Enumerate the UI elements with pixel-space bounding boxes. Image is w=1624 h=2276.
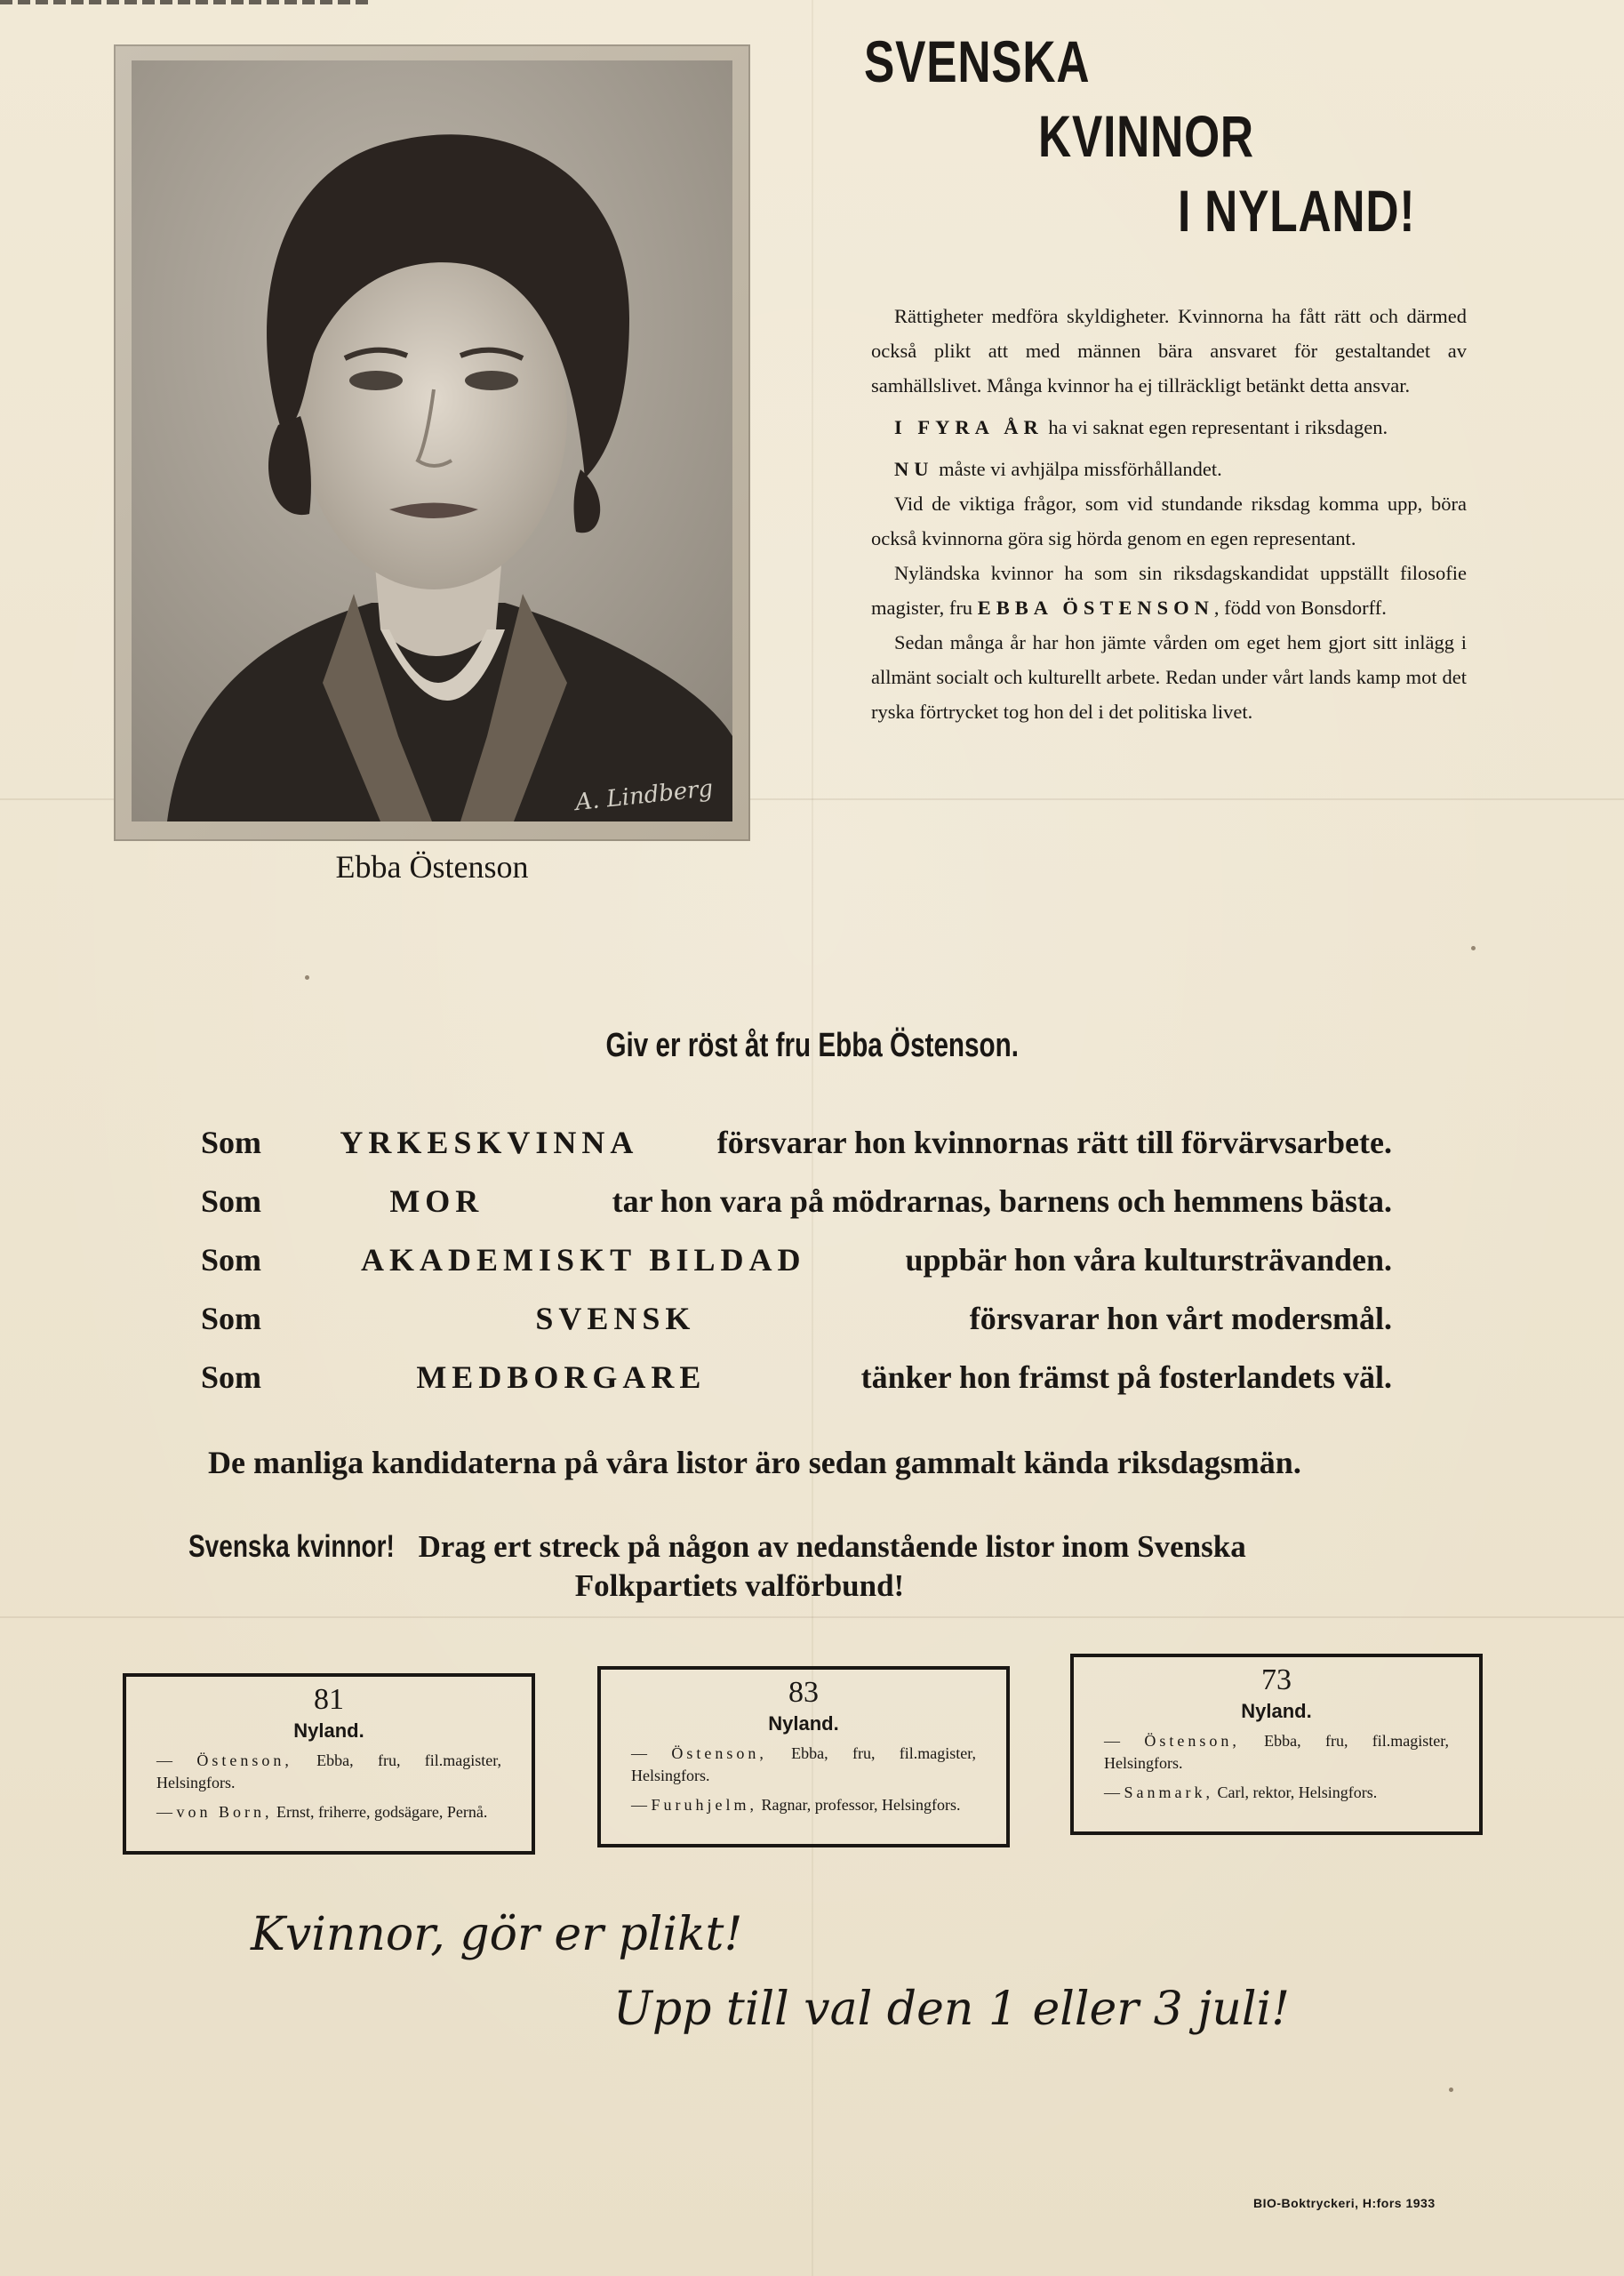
- role-prefix: Som: [201, 1183, 262, 1219]
- ballot-list-box: [1070, 1654, 1483, 1835]
- list-candidate: — Östenson, Ebba, fru, fil.magister, Helsingfors.: [156, 1751, 502, 1791]
- intro-text-run: , född von Bonsdorff.: [1213, 597, 1387, 619]
- role-prefix: Som: [201, 1359, 262, 1395]
- role-prefix: Som: [201, 1125, 262, 1160]
- paper-speck: [1449, 2088, 1453, 2092]
- printer-imprint: BIO-Boktryckeri, H:fors 1933: [1253, 2196, 1436, 2210]
- emphasis: I FYRA ÅR: [894, 416, 1044, 438]
- intro-text-run: måste vi avhjälpa missförhållandet.: [933, 458, 1222, 480]
- role-line: [201, 1172, 1392, 1230]
- list-number: 73: [1261, 1663, 1292, 1696]
- headline-line-2: KVINNOR: [1038, 103, 1254, 169]
- list-candidate: — Östenson, Ebba, fru, fil.magister, Helsingfors.: [1104, 1732, 1450, 1772]
- ballot-list-box: [597, 1666, 1010, 1847]
- role-prefix: Som: [201, 1301, 262, 1336]
- role-prefix: Som: [201, 1242, 262, 1278]
- top-edge-tear: [0, 0, 373, 4]
- list-candidate: — Sanmark, Carl, rektor, Helsingfors.: [1104, 1783, 1378, 1801]
- candidate-surname: Östenson,: [1144, 1732, 1240, 1750]
- list-number: 81: [314, 1683, 344, 1716]
- role-keyword: SVENSK: [535, 1301, 696, 1336]
- portrait-photo: [132, 60, 732, 821]
- candidate-surname: Sanmark,: [1124, 1783, 1213, 1801]
- intro-paragraph: [871, 556, 1467, 625]
- script-line-2: Upp till val den 1 eller 3 juli!: [613, 1983, 1291, 2036]
- ballot-list-box: [123, 1673, 535, 1855]
- candidate-surname: Östenson,: [196, 1751, 292, 1769]
- intro-paragraph: [871, 410, 1467, 445]
- intro-paragraph: [871, 452, 1467, 486]
- role-text: försvarar hon vårt modersmål.: [969, 1301, 1392, 1336]
- candidate-details: Ebba, fru, fil.magister, Helsingfors.: [631, 1744, 977, 1784]
- role-keyword: AKADEMISKT BILDAD: [361, 1242, 806, 1278]
- role-text: försvarar hon kvinnornas rätt till förvärvsarbete.: [716, 1125, 1392, 1160]
- role-text: uppbär hon våra kultursträvanden.: [905, 1242, 1392, 1278]
- candidate-details: Ebba, fru, fil.magister, Helsingfors.: [1104, 1732, 1450, 1772]
- candidate-details: Ernst, friherre, godsägare, Pernå.: [276, 1803, 488, 1821]
- intro-paragraph: Rättigheter medföra skyldigheter. Kvinnorna ha fått rätt och därmed också plikt att med männen bära ansvaret för gestaltandet av samhällslivet. Många kvinnor ha ej tillräckligt betänkt detta ansvar.: [871, 305, 1467, 397]
- slogan-text: Giv er röst åt fru Ebba Östenson.: [605, 1027, 1019, 1064]
- role-line: [201, 1289, 1392, 1348]
- photo-signature: A. Lindberg: [573, 774, 715, 817]
- list-region: Nyland.: [293, 1719, 364, 1742]
- slogan: [0, 1027, 1624, 1065]
- role-line: [201, 1348, 1392, 1406]
- list-candidate: — Östenson, Ebba, fru, fil.magister, Helsingfors.: [631, 1744, 977, 1784]
- portrait-illustration: [132, 60, 732, 821]
- headline-line-1: SVENSKA: [864, 28, 1091, 94]
- list-region: Nyland.: [768, 1712, 839, 1735]
- list-region: Nyland.: [1241, 1700, 1312, 1722]
- role-text: tar hon vara på mödrarnas, barnens och hemmens bästa.: [612, 1183, 1392, 1219]
- male-candidates-note: De manliga kandidaterna på våra listor äro sedan gammalt kända riksdagsmän.: [208, 1445, 1301, 1480]
- candidate-details: Ebba, fru, fil.magister, Helsingfors.: [156, 1751, 502, 1791]
- call-line-2: Folkpartiets valförbund!: [574, 1568, 905, 1603]
- list-candidate: — Furuhjelm, Ragnar, professor, Helsingfors.: [631, 1796, 961, 1814]
- candidate-surname: Östenson,: [671, 1744, 767, 1762]
- portrait-caption: Ebba Östenson: [335, 849, 529, 885]
- candidate-details: Carl, rektor, Helsingfors.: [1217, 1783, 1378, 1801]
- intro-text-run: Nyländska kvinnor ha som sin riksdagskandidat uppställt filosofie magister, fru: [871, 562, 1467, 619]
- paper-speck: [305, 975, 309, 980]
- candidate-details: Ragnar, professor, Helsingfors.: [761, 1796, 961, 1814]
- role-line: [201, 1113, 1392, 1172]
- headline-line-3: I NYLAND!: [1178, 178, 1416, 244]
- call-line-1: Drag ert streck på någon av nedanstående listor inom Svenska: [418, 1529, 1246, 1564]
- paper-speck: [1471, 946, 1476, 950]
- role-keyword: MEDBORGARE: [416, 1359, 707, 1395]
- intro-text: [871, 299, 1467, 729]
- candidate-name: EBBA ÖSTENSON: [977, 597, 1214, 619]
- intro-paragraph: Vid de viktiga frågor, som vid stundande riksdag komma upp, böra också kvinnorna göra sig hörda genom en egen representant.: [871, 493, 1467, 549]
- role-keyword: MOR: [389, 1183, 484, 1219]
- list-number: 83: [788, 1676, 819, 1709]
- intro-text-run: ha vi saknat egen representant i riksdagen.: [1043, 416, 1388, 438]
- candidate-surname: von Born,: [176, 1803, 273, 1821]
- role-text: tänker hon främst på fosterlandets väl.: [860, 1359, 1392, 1395]
- candidate-surname: Furuhjelm,: [651, 1796, 757, 1814]
- intro-paragraph: Sedan många år har hon jämte vården om eget hem gjort sitt inlägg i allmänt socialt och kulturellt arbete. Redan under vårt lands kamp mot det ryska förtrycket tog hon del i det politiska livet.: [871, 631, 1467, 723]
- role-line: [201, 1230, 1392, 1289]
- list-candidate: — von Born, Ernst, friherre, godsägare, Pernå.: [156, 1803, 488, 1821]
- call-to-vote: [188, 1527, 1433, 1606]
- script-line-1: Kvinnor, gör er plikt!: [251, 1908, 743, 1961]
- role-keyword: YRKESKVINNA: [340, 1125, 639, 1160]
- emphasis: NU: [894, 458, 934, 480]
- roles-list: [201, 1113, 1392, 1406]
- call-lead: Svenska kvinnor!: [188, 1529, 395, 1564]
